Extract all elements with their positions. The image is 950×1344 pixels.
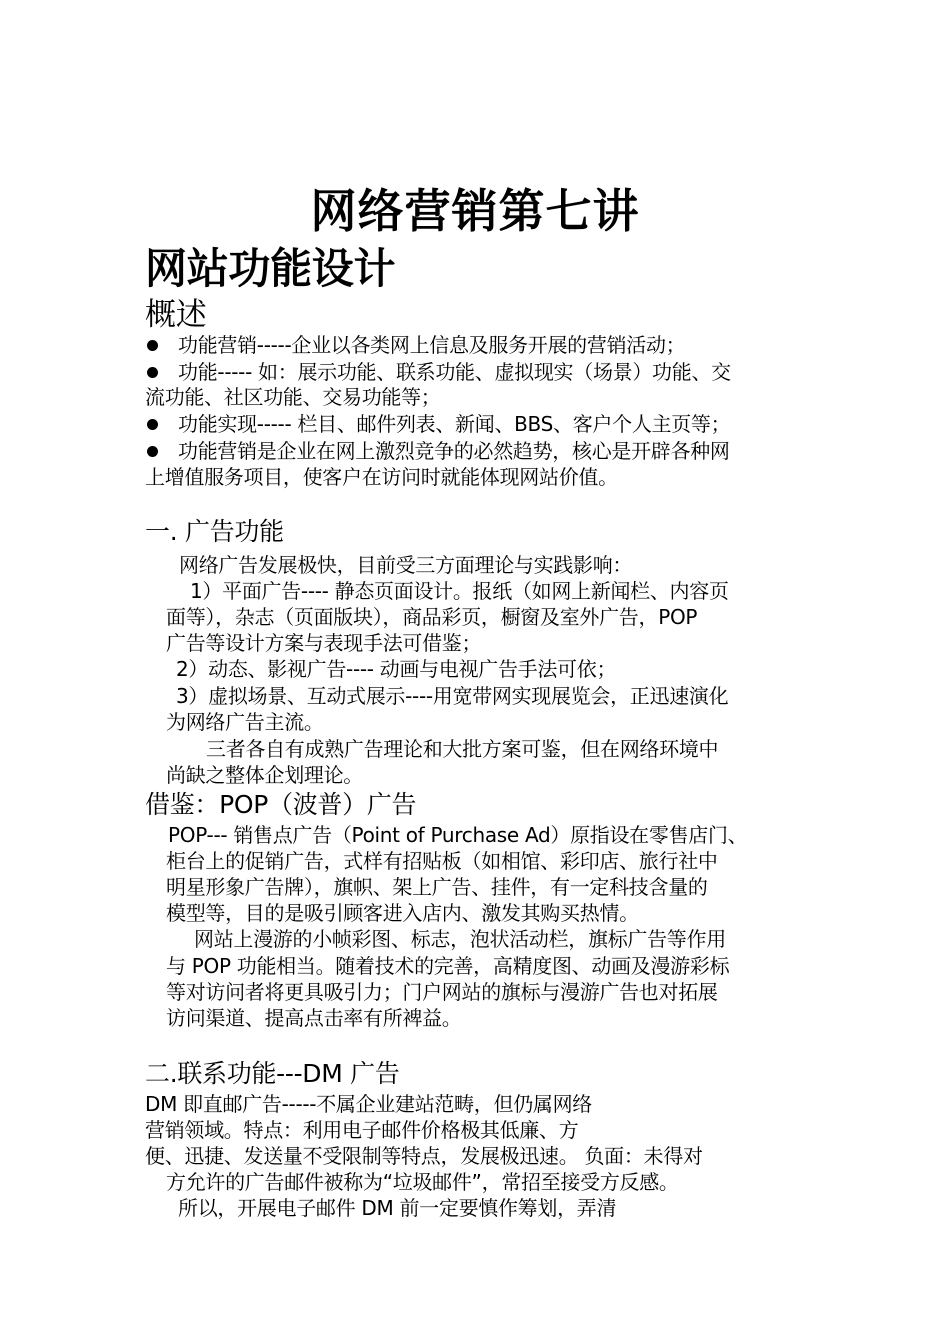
- paragraph-line: 明星形象广告牌），旗帜、架上广告、挂件，有一定科技含量的: [166, 875, 708, 899]
- main-heading: 网站功能设计: [145, 244, 396, 293]
- bullet-item: [147, 359, 731, 385]
- bullet-item: [147, 332, 685, 358]
- paragraph-line: 为网络广告主流。: [166, 710, 324, 734]
- paragraph-line: 尚缺之整体企划理论。: [166, 763, 363, 787]
- document-title: 网络营销第七讲: [310, 184, 640, 238]
- paragraph-line: 等对访问者将更具吸引力；门户网站的旗标与漫游广告也对拓展: [166, 980, 718, 1004]
- bullet-text: 功能营销是企业在网上激烈竞争的必然趋势，核心是开辟各种网: [178, 439, 730, 463]
- bullet-continuation: 流功能、社区功能、交易功能等；: [145, 385, 441, 409]
- paragraph-line: 与 POP 功能相当。随着技术的完善，高精度图、动画及漫游彩标: [166, 954, 730, 978]
- paragraph-line: 所以，开展电子邮件 DM 前一定要慎作筹划，弄清: [178, 1196, 617, 1220]
- bullet-item: [147, 438, 730, 464]
- bullet-item: [147, 411, 730, 437]
- paragraph-line: 三者各自有成熟广告理论和大批方案可鉴，但在网络环境中: [206, 737, 719, 761]
- paragraph-line: 柜台上的促销广告，式样有招贴板（如相馆、彩印店、旅行社中: [166, 849, 718, 873]
- section-2-heading: 二.联系功能---DM 广告: [145, 1059, 400, 1088]
- bullet-text: 功能营销-----企业以各类网上信息及服务开展的营销活动；: [178, 333, 686, 357]
- paragraph-line: 便、迅捷、发送量不受限制等特点，发展极迅速。 负面：未得对: [145, 1144, 703, 1168]
- bullet-text: 功能实现----- 栏目、邮件列表、新闻、BBS、客户个人主页等；: [178, 412, 731, 436]
- overview-heading: 概述: [145, 297, 207, 333]
- paragraph-line: 3）虚拟场景、互动式展示----用宽带网实现展览会，正迅速演化: [176, 684, 729, 708]
- bullet-continuation: 上增值服务项目，使客户在访问时就能体现网站价值。: [145, 465, 618, 489]
- paragraph-line: 营销领域。特点：利用电子邮件价格极其低廉、方: [145, 1118, 579, 1142]
- pop-heading: 借鉴：POP（波普）广告: [145, 790, 417, 819]
- section-1-heading: 一. 广告功能: [145, 517, 284, 546]
- paragraph-line: DM 即直邮广告-----不属企业建站范畴，但仍属网络: [145, 1092, 592, 1116]
- paragraph-line: 网络广告发展极快，目前受三方面理论与实践影响：: [179, 553, 633, 577]
- paragraph-line: 方允许的广告邮件被称为“垃圾邮件”，常招至接受方反感。: [166, 1170, 679, 1194]
- paragraph-line: 面等），杂志（页面版块），商品彩页，橱窗及室外广告，POP: [166, 605, 698, 629]
- paragraph-line: 1）平面广告---- 静态页面设计。报纸（如网上新闻栏、内容页: [190, 579, 729, 603]
- paragraph-line: 广告等设计方案与表现手法可借鉴；: [166, 631, 482, 655]
- paragraph-line: 网站上漫游的小帧彩图、标志，泡状活动栏，旗标广告等作用: [194, 927, 726, 951]
- paragraph-line: 模型等，目的是吸引顾客进入店内、激发其购买热情。: [166, 901, 639, 925]
- paragraph-line: 2）动态、影视广告---- 动画与电视广告手法可依；: [176, 657, 617, 681]
- bullet-text: 功能----- 如：展示功能、联系功能、虚拟现实（场景）功能、交: [178, 360, 731, 384]
- paragraph-line: POP--- 销售点广告（Point of Purchase Ad）原指设在零售店门、: [168, 823, 748, 847]
- paragraph-line: 访问渠道、提高点击率有所裨益。: [166, 1006, 462, 1030]
